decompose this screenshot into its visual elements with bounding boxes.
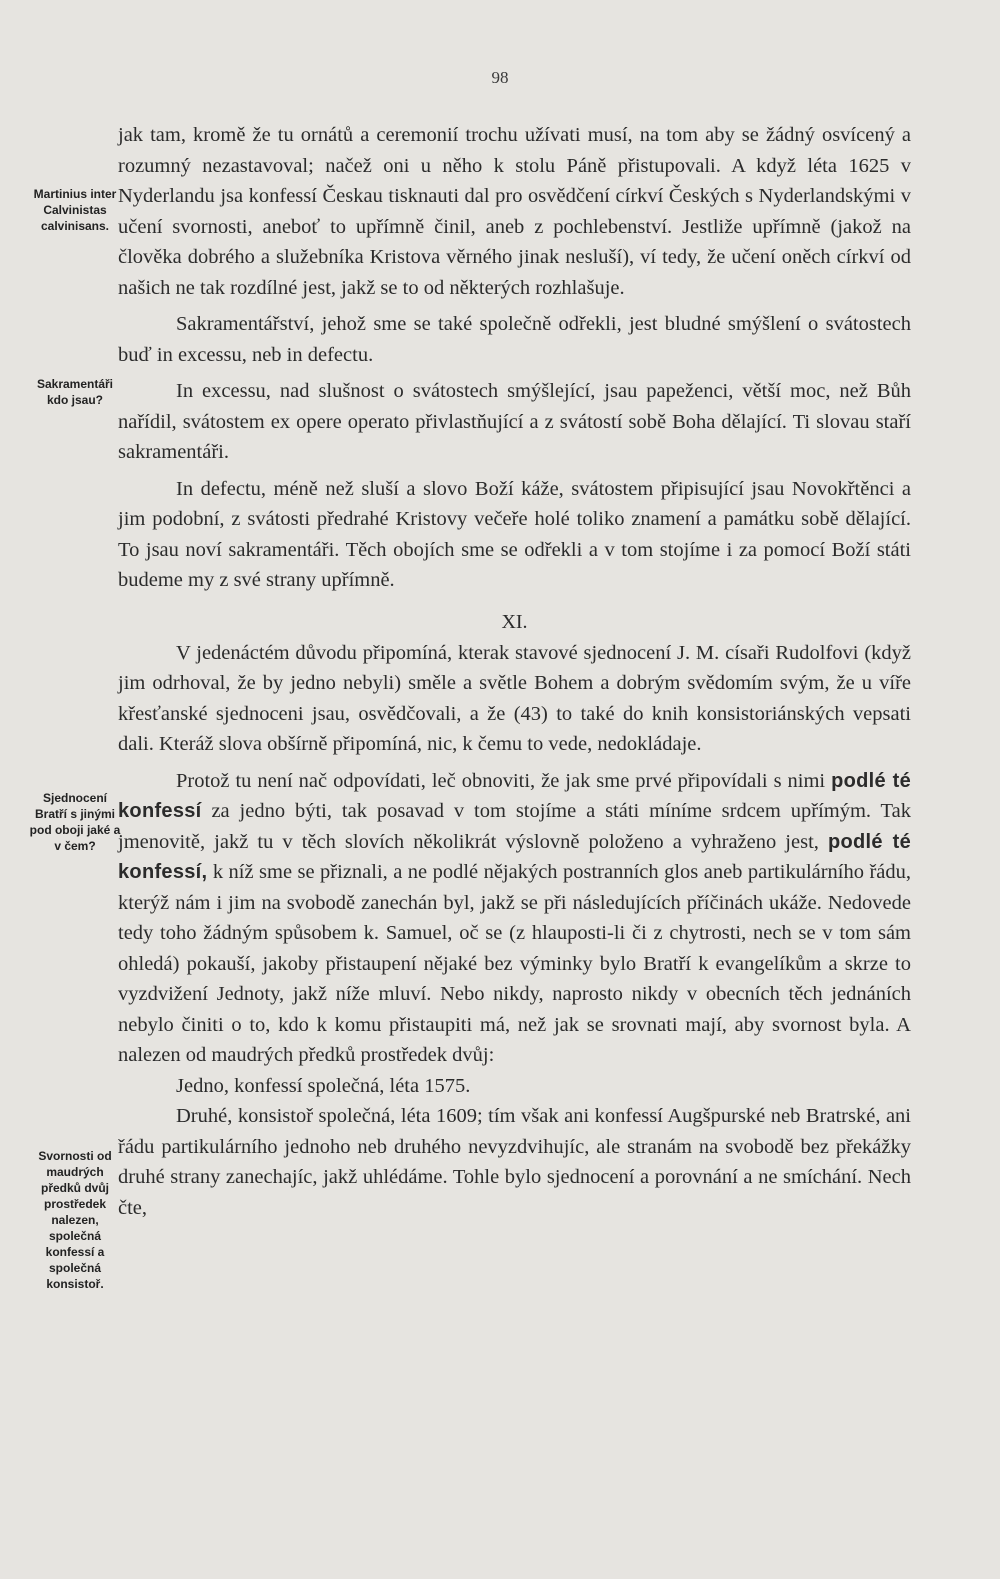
margin-note-sakramentari: Sakramentáři kdo jsau? [36, 377, 114, 407]
paragraph-text: k níž sme se přiznali, a ne podlé nějakých postranních glos aneb partikulárního řádu, kterýž nám i jim na svobodě zanechán byl, jakž se při následujících příčinách ukáže. Nedovede tedy toho žádným spůsobem k. Samuel, oč se (z hlauposti-li či z chytrosti, nech se v tom sám ohledá) pokauší, jakoby přistaupení nějaké bez výminky bylo Bratří k evangelíkům a skrze to vyzdvižení Jednoty, jakž níže mluví. Nebo nikdy, naprosto nikdy v obecních těch jednáních nebylo činiti o to, kdo k komu přistaupiti má, než jak se srovnati mají, aby svornost byla. A nalezen od maudrých předků prostředek dvůj: [118, 861, 912, 1066]
emphasis-text: podlé té konfessí [118, 769, 912, 822]
paragraph: In defectu, méně než sluší a slovo Boží káže, svátostem připisující jsau Novokřtěnci a jim podobní, z svátosti předrahé Kristovy večeře holé toliko znamení a památku sobě dělající. To jsau noví sakramentáři. Těch obojích sme se odřekli a v tom stojíme i za pomocí Boží státi budeme my z své strany upřímně. [118, 477, 911, 591]
emphasis-text: podlé té konfessí, [118, 830, 911, 883]
page-number: 98 [491, 68, 509, 87]
paragraph: Sakramentářství, jehož sme se také společně odřekli, jest bludné smýšlení o svátostech buď in excessu, neb in defectu. [118, 313, 911, 366]
margin-note-svornosti: Svornosti od maudrých předků dvůj prostředek nalezen, společná konfessí a společná konsistoř. [38, 1149, 112, 1291]
paragraph-text: Protož tu není nač odpovídati, leč obnoviti, že jak sme prvé připovídali s nimi [176, 769, 826, 792]
paragraph: jak tam, kromě že tu ornátů a ceremonií trochu užívati musí, na tom aby se žádný osvícený a rozumný nezastavoval; načež oni u něho k stolu Páně přistupovali. A když léta 1625 v Nyderlandu jsa konfessí Českau tisknauti dal pro osvědčení církví Českých s Nyderlandskými v učení svornosti, aneboť to upřímně činil, aneb z pochlebenství. Jestliže upřímně (jakož na člověka dobrého a služebníka Kristova věrného jinak nesluší), ví tedy, že učení oněch církví od našich ne tak rozdílné jest, jakž se to od některých rozhlašuje. [118, 124, 911, 299]
margin-note-martinius: Martinius inter Calvinistas calvinisans. [33, 187, 117, 233]
margin-note-sjednoceni: Sjednocení Bratří s jinými pod oboji jaké a v čem? [29, 791, 121, 853]
margin-notes [0, 0, 125, 1579]
text-column [118, 120, 911, 1223]
section-heading: XI. [501, 610, 528, 633]
list-item: Jedno, konfessí společná, léta 1575. [176, 1074, 471, 1097]
list-item: Druhé, konsistoř společná, léta 1609; tím však ani konfessí Augšpurské neb Bratrské, ani řádu partikulárního jednoho neb druhého nevyzdvihujíc, ale stranám na svobodě bez překážky druhé strany zanechajíc, jakž uhlédáme. Tohle bylo sjednocení a porovnání a ne smíchání. Nech čte, [118, 1105, 911, 1219]
paragraph-text: za jedno býti, tak posavad v tom stojíme a státi míníme srdcem upřímým. Tak jmenovitě, jakž tu v těch slovích několikrát výslovně položeno a vyhraženo jest, [118, 800, 912, 853]
paragraph: V jedenáctém důvodu připomíná, kterak stavové sjednocení J. M. císaři Rudolfovi (když jim odrhoval, že by jedno nebyli) směle a světle Bohem a dobrým svědomím svým, že u víře křesťanské sjednoceni jsau, osvědčovali, a že (43) to také do knih konsistoriánských vepsati dali. Kteráž slova obšírně připomíná, nic, k čemu to vede, nedokládaje. [118, 641, 911, 755]
paragraph [118, 766, 911, 1071]
paragraph: In excessu, nad slušnost o svátostech smýšlející, jsau papeženci, větší moc, než Bůh nařídil, svátostem ex opere operato přivlastňující a z svátostí sobě Boha dělající. Ti slovau staří sakramentáři. [118, 380, 911, 463]
